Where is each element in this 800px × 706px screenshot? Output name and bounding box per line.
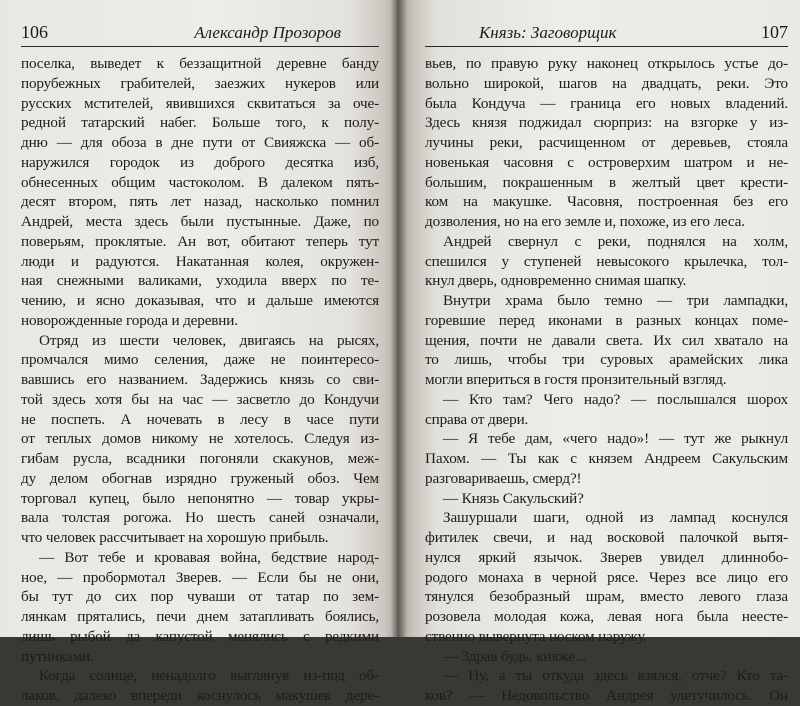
right-page — [397, 0, 800, 704]
text-line — [425, 74, 788, 94]
text-line — [425, 291, 788, 311]
text-line — [425, 686, 788, 706]
text-line — [21, 331, 379, 351]
text-line-content: Когда солнце, ненадолго выглянув из-под об- — [39, 667, 379, 685]
text-line-content: спешился у ступеней невысокого крылечка, тол- — [425, 252, 788, 270]
text-line-content: Зашуршали шаги, одной из лампад коснулся — [443, 509, 788, 527]
text-line — [21, 686, 379, 706]
text-line-content: той здесь хотя бы на час — засветло до Кондучи — [21, 390, 379, 408]
text-line — [21, 429, 379, 449]
text-line-content: промчался мимо селения, даже не поинтересо- — [21, 351, 379, 369]
text-line — [21, 212, 379, 232]
text-line-content: Андрей свернул с реки, поднялся на холм, — [443, 232, 788, 250]
text-line-content: большим, покрашенным в желтый цвет крести- — [425, 173, 788, 191]
text-line — [21, 173, 379, 193]
text-line-content: люди и радуются. Накатанная колея, окружен- — [21, 252, 379, 270]
text-line-content: вала толстая рогожа. Но шесть саней означали, — [21, 509, 379, 527]
text-line — [21, 489, 379, 509]
text-line — [21, 94, 379, 114]
text-line — [21, 350, 379, 370]
text-line — [425, 331, 788, 351]
text-line-content: дню — для обоза в дне пути от Свияжска — об- — [21, 134, 379, 151]
text-line-content: бы тут до сих пор чуваши от татар по зем- — [21, 588, 379, 606]
text-line-content: Андрей, места здесь были пустынные. Даже, по — [21, 213, 379, 230]
text-line — [425, 429, 788, 449]
text-line — [425, 232, 788, 252]
text-line-content: новенькая часовня с островерхим шатром и не- — [425, 153, 788, 171]
text-line — [21, 647, 379, 667]
text-line-content: кнул дверь, одновременно снимая шапку. — [425, 272, 687, 290]
text-line — [21, 449, 379, 469]
text-line-content: нулся яркий язычок. Зверев увидел длиннобо- — [425, 548, 788, 566]
left-page-header — [21, 22, 379, 47]
left-page — [0, 0, 397, 704]
running-head-title: Князь: Заговорщик — [479, 23, 617, 42]
text-line-content: лучины реки, расчищенном от деревьев, стояла — [425, 134, 788, 151]
text-line-content: — Вот тебе и кровавая война, бедствие народ- — [39, 548, 379, 566]
text-line — [21, 192, 379, 212]
text-line — [21, 311, 379, 331]
text-line — [425, 647, 788, 667]
text-line-content: — Ну, а ты откуда здесь взялся, отче? Кто та- — [443, 667, 788, 685]
text-line — [425, 271, 788, 291]
text-line — [21, 528, 379, 548]
text-line-content: лаков, далеко впереди коснулось макушек дере- — [21, 687, 379, 704]
text-line-content: Здесь князя поджидал сюрприз: на взгорке у из- — [425, 114, 788, 132]
text-line — [425, 528, 788, 548]
text-line-content: разговариваешь, смерд?! — [425, 469, 582, 487]
text-line-content: щения, почти не давали света. Их сил хватало на — [425, 331, 788, 349]
text-line-content: чению, и ясно доказывая, что и дальше имеются — [21, 292, 379, 309]
text-line — [21, 54, 379, 74]
text-line — [21, 607, 379, 627]
text-line-content: розовела молодая кожа, левая нога была неесте- — [425, 608, 788, 625]
text-line — [21, 133, 379, 153]
text-line-content: ду делом обогнав изрядно груженый обоз. Чем — [21, 469, 379, 487]
text-line-content: ком на макушке. Часовня, построенная без его — [425, 193, 788, 211]
text-line-content: гибам русла, всадники погоняли скакунов, меж- — [21, 450, 379, 467]
text-line-content: — Я тебе дам, «чего надо»! — тут же рыкнул — [443, 430, 788, 448]
text-line — [21, 508, 379, 528]
left-page-text — [21, 54, 379, 706]
text-line-content: была Кондуча — граница его новых владений. — [425, 94, 788, 112]
text-line-content: вольно широкой, шагов на двадцать, реки. Это — [425, 74, 788, 92]
running-head-author: Александр Прозоров — [194, 23, 341, 42]
text-line-content: вавшись его названием. Задержись князь со сви- — [21, 371, 379, 388]
text-line-content: редной татарский набег. Больше того, к полу- — [21, 114, 379, 132]
text-line-content: от теплых домов никому не хотелось. Следуя из- — [21, 430, 379, 448]
text-line-content: вьев, по правую руку наконец открылось устье до- — [425, 55, 788, 72]
text-line — [21, 627, 379, 647]
text-line — [425, 192, 788, 212]
text-line — [425, 212, 788, 232]
text-line — [21, 113, 379, 133]
text-line — [425, 469, 788, 489]
text-line-content: ков? — Недовольство Андрея улетучилось. Он — [425, 687, 788, 704]
text-line-content: не поспеть. А ночевать в лесу в часе пути — [21, 410, 379, 428]
text-line — [425, 489, 788, 509]
text-line — [21, 568, 379, 588]
text-line-content: обнесенных общим частоколом. В далеком пять- — [21, 173, 379, 191]
text-line-content: ная снежными валиками, уходила вверх по те- — [21, 272, 379, 290]
text-line-content: что человек рассчитывает на хорошую прибыль. — [21, 529, 329, 546]
text-line — [21, 252, 379, 272]
text-line — [21, 587, 379, 607]
page-number: 106 — [21, 22, 48, 42]
text-line-content: — Здрав будь, княже... — [443, 647, 586, 665]
text-line — [21, 291, 379, 311]
right-page-text — [425, 54, 788, 706]
text-line-content: новорожденные города и деревни. — [21, 311, 238, 329]
text-line — [21, 548, 379, 568]
text-line-content: дозволения, но на его земле и, похоже, из его леса. — [425, 213, 745, 230]
text-line — [425, 548, 788, 568]
text-line — [21, 74, 379, 94]
text-line — [425, 350, 788, 370]
text-line-content: торговал купец, было непонятно — товар укры- — [21, 489, 379, 507]
text-line — [425, 133, 788, 153]
text-line-content: ственно вывернута носком наружу. — [425, 627, 648, 645]
text-line-content: лишь рыбой да капустой менялись с редкими — [21, 627, 379, 645]
text-line — [21, 370, 379, 390]
text-line — [425, 666, 788, 686]
text-line — [425, 410, 788, 430]
text-line — [21, 271, 379, 291]
text-line — [425, 113, 788, 133]
text-line-content: поверьям, проклятые. Ан вот, обитают теперь тут — [21, 232, 379, 250]
text-line-content: ное, — пробормотал Зверев. — Если бы не они, — [21, 568, 379, 586]
text-line-content: лянкам прятались, печи днем затапливать боялись, — [21, 608, 379, 625]
text-line — [425, 153, 788, 173]
text-line-content: Пахом. — Ты как с князем Андреем Сакульским — [425, 450, 788, 467]
text-line — [21, 390, 379, 410]
text-line — [425, 94, 788, 114]
text-line — [425, 508, 788, 528]
text-line-content: Отряд из шести человек, двигаясь на рысях, — [39, 331, 379, 349]
text-line-content: родого монаха в черной рясе. Через все лицо его — [425, 568, 788, 586]
text-line-content: — Князь Сакульский? — [443, 489, 584, 507]
text-line-content: порубежных грабителей, заезжих нукеров или — [21, 74, 379, 92]
text-line-content: справа от двери. — [425, 410, 529, 428]
text-line-content: — Кто там? Чего надо? — послышался шорох — [443, 390, 788, 408]
text-line-content: тянулся безобразный шрам, вместо левого глаза — [425, 588, 788, 606]
text-line — [21, 410, 379, 430]
text-line-content: то лишь, чтобы три суровых арамейских лика — [425, 351, 788, 369]
text-line-content: горевшие перед иконами в разных концах поме- — [425, 311, 788, 329]
text-line — [425, 252, 788, 272]
text-line — [425, 311, 788, 331]
text-line — [425, 627, 788, 647]
text-line-content: поселка, выведет к беззащитной деревне банду — [21, 55, 379, 72]
text-line — [425, 370, 788, 390]
text-line — [21, 666, 379, 686]
text-line-content: фитилек свечи, и над восковой палочкой вытя- — [425, 529, 788, 546]
page-number: 107 — [761, 22, 788, 42]
text-line — [21, 232, 379, 252]
text-line-content: наружился городок из доброго десятка изб, — [21, 153, 379, 171]
text-line — [425, 54, 788, 74]
text-line-content: русских мстителей, явившихся сквитаться за оче- — [21, 94, 379, 112]
text-line — [21, 153, 379, 173]
text-line-content: путниками. — [21, 647, 94, 665]
text-line-content: могли впериться в гостя пронзительный взгляд. — [425, 371, 727, 388]
text-line — [425, 449, 788, 469]
text-line-content: Внутри храма было темно — три лампадки, — [443, 292, 788, 309]
text-line — [21, 469, 379, 489]
right-page-header — [425, 22, 788, 47]
text-line — [425, 568, 788, 588]
text-line — [425, 390, 788, 410]
text-line — [425, 173, 788, 193]
text-line — [425, 587, 788, 607]
text-line — [425, 607, 788, 627]
text-line-content: десят втором, пять лет назад, насколько помнил — [21, 193, 379, 211]
